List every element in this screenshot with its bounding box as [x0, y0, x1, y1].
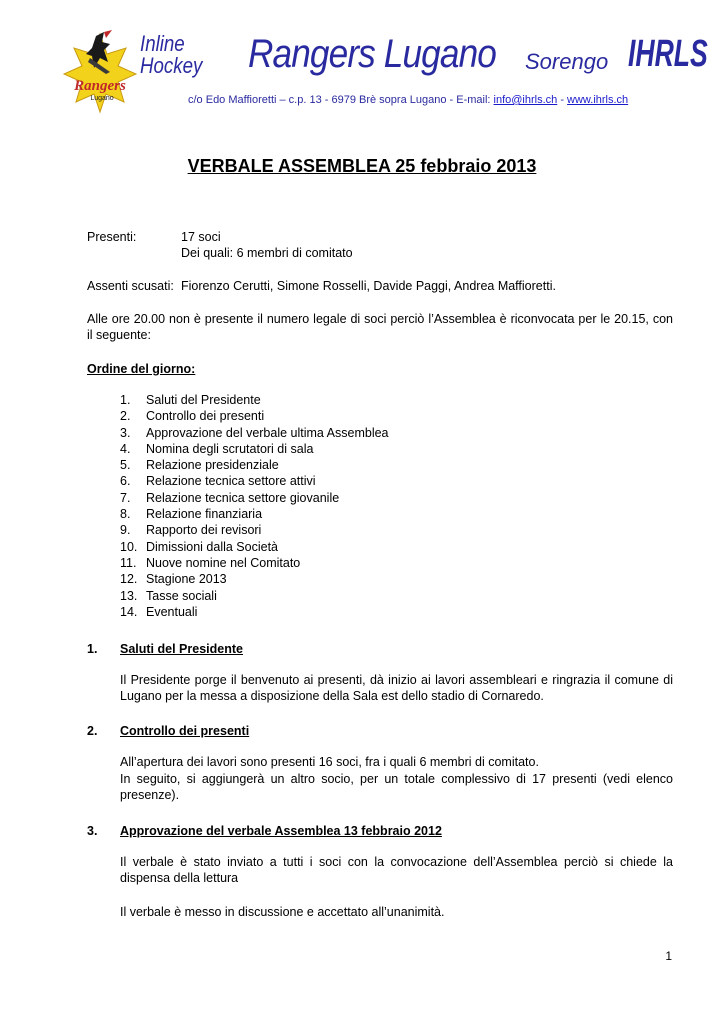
brand-title — [140, 30, 708, 86]
agenda-item — [120, 490, 389, 506]
agenda-item-text: Nomina degli scrutatori di sala — [146, 441, 314, 456]
agenda-item-text: Rapporto dei revisori — [146, 523, 262, 538]
agenda-item-number: 10. — [120, 539, 138, 554]
agenda-item — [120, 571, 389, 587]
agenda-item-number: 3. — [120, 425, 131, 440]
brand-main: Rangers Lugano — [248, 32, 496, 76]
agenda-list — [120, 392, 389, 620]
agenda-item-number: 13. — [120, 588, 138, 603]
contact-separator: - — [557, 94, 568, 106]
assenti-label: Assenti scusati: — [87, 279, 174, 293]
agenda-item-text: Relazione finanziaria — [146, 507, 263, 522]
agenda-item-number: 12. — [120, 572, 138, 587]
section-paragraph: Il verbale è messo in discussione e accettato all’unanimità. — [120, 905, 445, 919]
section-paragraph: Il verbale è stato inviato a tutti i soci con la convocazione dell’Assemblea perciò si chiede la dispensa della lettura — [120, 855, 673, 885]
section-title: Saluti del Presidente — [120, 642, 243, 656]
letterhead — [60, 28, 708, 114]
agenda-item-text: Eventuali — [146, 604, 198, 619]
agenda-item — [120, 425, 389, 441]
agenda-item-number: 8. — [120, 507, 131, 522]
agenda-item — [120, 555, 389, 571]
agenda-item-text: Nuove nomine nel Comitato — [146, 555, 301, 570]
section-number: 3. — [87, 824, 98, 838]
agenda-item-text: Saluti del Presidente — [146, 393, 261, 407]
agenda-item-number: 9. — [120, 523, 131, 538]
agenda-item — [120, 457, 389, 473]
logo-wordmark: Rangers — [74, 78, 126, 94]
assenti-names: Fiorenzo Cerutti, Simone Rosselli, Davide Paggi, Andrea Maffioretti. — [181, 279, 556, 293]
agenda-item-number: 11. — [120, 555, 137, 570]
section-title: Controllo dei presenti — [120, 724, 250, 738]
agenda-item-number: 6. — [120, 474, 131, 489]
agenda-item — [120, 506, 389, 522]
agenda-item-number: 14. — [120, 604, 138, 619]
presenti-committee: Dei quali: 6 membri di comitato — [181, 246, 353, 260]
website-link[interactable]: www.ihrls.ch — [567, 94, 629, 106]
section-title: Approvazione del verbale Assemblea 13 febbraio 2012 — [120, 824, 442, 838]
agenda-item-text: Dimissioni dalla Società — [146, 539, 279, 554]
agenda-item-number: 5. — [120, 458, 131, 473]
brand-inline: Inline — [140, 31, 185, 56]
logo-subtext: Lugano — [90, 95, 114, 102]
agenda-item-text: Relazione tecnica settore attivi — [146, 474, 316, 489]
brand-hockey: Hockey — [140, 53, 203, 78]
section-paragraph: Il Presidente porge il benvenuto ai presenti, dà inizio ai lavori assembleari e ringrazia il comune di Lugano per la messa a disposizione della Sala est dello stadio di Cornaredo. — [120, 673, 673, 703]
section-paragraph: All’apertura dei lavori sono presenti 16 soci, fra i quali 6 membri di comitato. — [120, 755, 539, 769]
agenda-item — [120, 441, 389, 457]
agenda-item-number: 7. — [120, 490, 131, 505]
section-number: 2. — [87, 724, 98, 738]
email-link[interactable]: info@ihrls.ch — [493, 94, 558, 106]
club-logo — [60, 28, 140, 114]
agenda-item — [120, 588, 389, 604]
agenda-item-text: Stagione 2013 — [146, 572, 227, 587]
page-number: 1 — [665, 949, 672, 963]
section-number: 1. — [87, 642, 98, 656]
agenda-item-number: 1. — [120, 393, 131, 407]
agenda-item-text: Controllo dei presenti — [146, 409, 265, 424]
document-title: VERBALE ASSEMBLEA 25 febbraio 2013 — [187, 156, 537, 176]
agenda-item — [120, 473, 389, 489]
agenda-item-text: Relazione presidenziale — [146, 458, 279, 473]
contact-address: c/o Edo Maffioretti – c.p. 13 - 6979 Brè sopra Lugano - E-mail: — [188, 94, 494, 106]
presenti-count: 17 soci — [181, 230, 221, 244]
agenda-item — [120, 408, 389, 424]
section-paragraph: In seguito, si aggiungerà un altro socio, per un totale complessivo di 17 presenti (vedi elenco presenze). — [120, 772, 673, 802]
agenda-item — [120, 539, 389, 555]
agenda-item-text: Approvazione del verbale ultima Assemblea — [146, 425, 389, 440]
agenda-item-text: Relazione tecnica settore giovanile — [146, 490, 340, 505]
agenda-item-text: Tasse sociali — [146, 588, 217, 603]
agenda-item-number: 4. — [120, 441, 131, 456]
agenda-item — [120, 604, 389, 620]
agenda-item-number: 2. — [120, 409, 131, 424]
contact-line — [188, 94, 628, 106]
agenda-item — [120, 392, 389, 408]
intro-paragraph: Alle ore 20.00 non è presente il numero legale di soci perciò l’Assemblea è riconvocata per le 20.15, con il seguente: — [87, 312, 673, 342]
presenti-label: Presenti: — [87, 230, 137, 244]
rangers-logo-icon — [60, 28, 140, 114]
brand-org: IHRLS — [628, 33, 708, 75]
agenda-heading: Ordine del giorno: — [87, 362, 196, 376]
agenda-item — [120, 522, 389, 538]
brand-sub: Sorengo — [525, 49, 609, 74]
